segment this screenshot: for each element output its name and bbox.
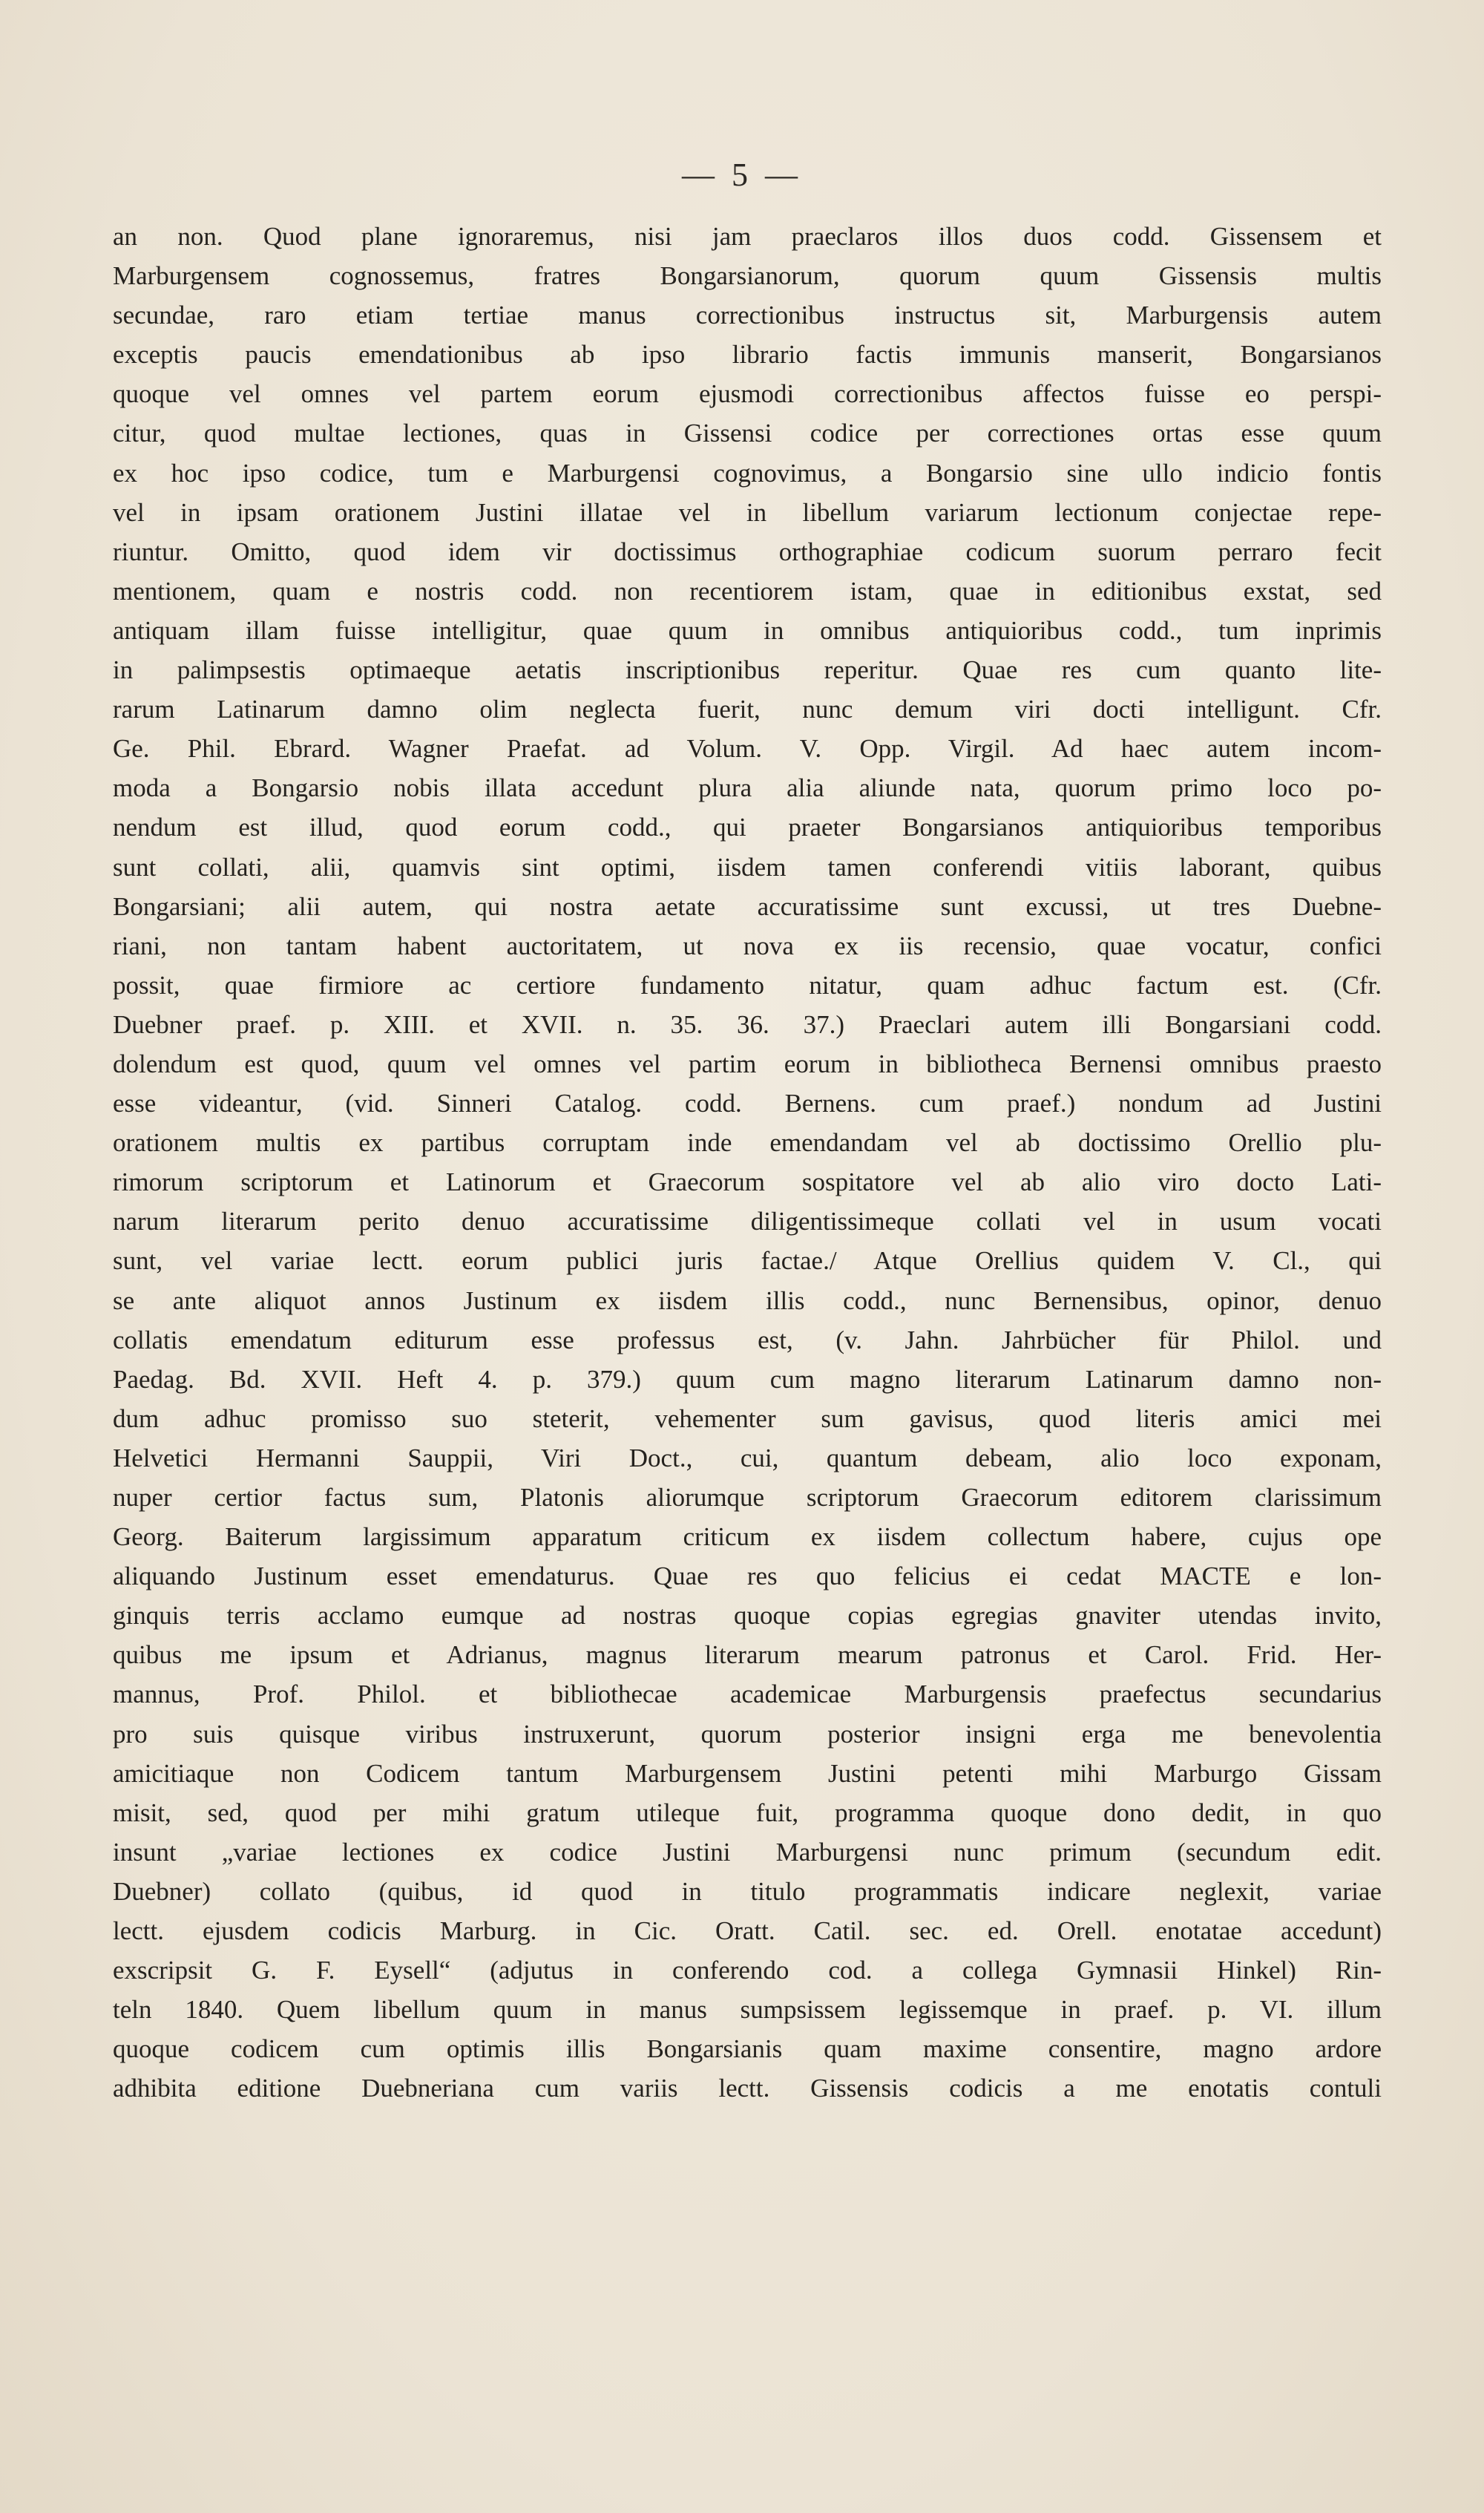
- text-line: exscripsit G. F. Eysell“ (adjutus in conferendo cod. a collega Gymnasii Hinkel) Rin-: [113, 1956, 1382, 1985]
- text-line: antiquam illam fuisse intelligitur, quae quum in omnibus antiquioribus codd., tum inprimis: [113, 615, 1382, 645]
- text-line: quoque codicem cum optimis illis Bongarsianis quam maxime consentire, magno ardore: [113, 2034, 1382, 2064]
- text-line: dolendum est quod, quum vel omnes vel partim eorum in bibliotheca Bernensi omnibus praesto: [113, 1049, 1382, 1078]
- text-line: secundae, raro etiam tertiae manus correctionibus instructus sit, Marburgensis autem: [113, 301, 1382, 330]
- text-line: orationem multis ex partibus corruptam inde emendandam vel ab doctissimo Orellio plu-: [113, 1128, 1382, 1158]
- text-line: sunt, vel variae lectt. eorum publici juris factae./ Atque Orellius quidem V. Cl., qui: [113, 1246, 1382, 1276]
- text-line: rarum Latinarum damno olim neglecta fuerit, nunc demum viri docti intelligunt. Cfr.: [113, 695, 1382, 724]
- text-line: moda a Bongarsio nobis illata accedunt plura alia aliunde nata, quorum primo loco po-: [113, 773, 1382, 803]
- text-line: dum adhuc promisso suo steterit, vehementer sum gavisus, quod literis amici mei: [113, 1403, 1382, 1433]
- text-line: in palimpsestis optimaeque aetatis inscriptionibus reperitur. Quae res cum quanto lite-: [113, 655, 1382, 685]
- text-line: citur, quod multae lectiones, quas in Gissensi codice per correctiones ortas esse quum: [113, 419, 1382, 448]
- text-line: Paedag. Bd. XVII. Heft 4. p. 379.) quum cum magno literarum Latinarum damno non-: [113, 1364, 1382, 1394]
- text-line: Helvetici Hermanni Sauppii, Viri Doct., cui, quantum debeam, alio loco exponam,: [113, 1443, 1382, 1472]
- text-line: collatis emendatum editurum esse professus est, (v. Jahn. Jahrbücher für Philol. und: [113, 1325, 1382, 1354]
- text-line: ginquis terris acclamo eumque ad nostras quoque copias egregias gnaviter utendas invito,: [113, 1601, 1382, 1631]
- text-line: se ante aliquot annos Justinum ex iisdem illis codd., nunc Bernensibus, opinor, denuo: [113, 1285, 1382, 1315]
- text-line: insunt „variae lectiones ex codice Justini Marburgensi nunc primum (secundum edit.: [113, 1837, 1382, 1867]
- text-line: narum literarum perito denuo accuratissime diligentissimeque collati vel in usum vocati: [113, 1207, 1382, 1236]
- text-line: riuntur. Omitto, quod idem vir doctissimus orthographiae codicum suorum perraro fecit: [113, 537, 1382, 566]
- text-line: Marburgensem cognossemus, fratres Bongarsianorum, quorum quum Gissensis multis: [113, 261, 1382, 291]
- text-line: Ge. Phil. Ebrard. Wagner Praefat. ad Volum. V. Opp. Virgil. Ad haec autem incom-: [113, 734, 1382, 764]
- text-line: Duebner) collato (quibus, id quod in titulo programmatis indicare neglexit, variae: [113, 1876, 1382, 1906]
- text-line: mannus, Prof. Philol. et bibliothecae academicae Marburgensis praefectus secundarius: [113, 1680, 1382, 1709]
- text-line: ex hoc ipso codice, tum e Marburgensi cognovimus, a Bongarsio sine ullo indicio fontis: [113, 458, 1382, 488]
- text-line: aliquando Justinum esset emendaturus. Quae res quo felicius ei cedat MACTE e lon-: [113, 1562, 1382, 1591]
- text-line: teln 1840. Quem libellum quum in manus sumpsissem legissemque in praef. p. VI. illum: [113, 1995, 1382, 2025]
- text-line: esse videantur, (vid. Sinneri Catalog. codd. Bernens. cum praef.) nondum ad Justini: [113, 1089, 1382, 1118]
- text-line: Duebner praef. p. XIII. et XVII. n. 35. 36. 37.) Praeclari autem illi Bongarsiani codd.: [113, 1009, 1382, 1039]
- text-line: nuper certior factus sum, Platonis aliorumque scriptorum Graecorum editorem clarissimum: [113, 1483, 1382, 1512]
- text-line: lectt. ejusdem codicis Marburg. in Cic. Oratt. Catil. sec. ed. Orell. enotatae accedunt): [113, 1916, 1382, 1946]
- text-line: amicitiaque non Codicem tantum Marburgensem Justini petenti mihi Marburgo Gissam: [113, 1758, 1382, 1788]
- page-number: — 5 —: [682, 157, 802, 193]
- text-line: misit, sed, quod per mihi gratum utileque fuit, programma quoque dono dedit, in quo: [113, 1798, 1382, 1827]
- text-line: riani, non tantam habent auctoritatem, ut nova ex iis recensio, quae vocatur, confici: [113, 931, 1382, 960]
- text-line: quoque vel omnes vel partem eorum ejusmodi correctionibus affectos fuisse eo perspi-: [113, 379, 1382, 409]
- text-line: possit, quae firmiore ac certiore fundamento nitatur, quam adhuc factum est. (Cfr.: [113, 970, 1382, 1000]
- body-text: [113, 217, 1382, 2109]
- text-line: rimorum scriptorum et Latinorum et Graecorum sospitatore vel ab alio viro docto Lati-: [113, 1167, 1382, 1197]
- text-line: an non. Quod plane ignoraremus, nisi jam praeclaros illos duos codd. Gissensem et: [113, 222, 1382, 251]
- text-line: mentionem, quam e nostris codd. non recentiorem istam, quae in editionibus exstat, sed: [113, 576, 1382, 606]
- text-line: quibus me ipsum et Adrianus, magnus literarum mearum patronus et Carol. Frid. Her-: [113, 1640, 1382, 1670]
- text-line: exceptis paucis emendationibus ab ipso librario factis immunis manserit, Bongarsianos: [113, 340, 1382, 370]
- text-line: vel in ipsam orationem Justini illatae vel in libellum variarum lectionum conjectae repe-: [113, 497, 1382, 527]
- text-line: Bongarsiani; alii autem, qui nostra aetate accuratissime sunt excussi, ut tres Duebne-: [113, 891, 1382, 921]
- text-line: adhibita editione Duebneriana cum variis lectt. Gissensis codicis a me enotatis contuli: [113, 2074, 1382, 2103]
- text-line: sunt collati, alii, quamvis sint optimi, iisdem tamen conferendi vitiis laborant, quibus: [113, 852, 1382, 882]
- text-line: pro suis quisque viribus instruxerunt, quorum posterior insigni erga me benevolentia: [113, 1719, 1382, 1749]
- text-line: nendum est illud, quod eorum codd., qui praeter Bongarsianos antiquioribus temporibus: [113, 813, 1382, 842]
- text-line: Georg. Baiterum largissimum apparatum criticum ex iisdem collectum habere, cujus ope: [113, 1522, 1382, 1552]
